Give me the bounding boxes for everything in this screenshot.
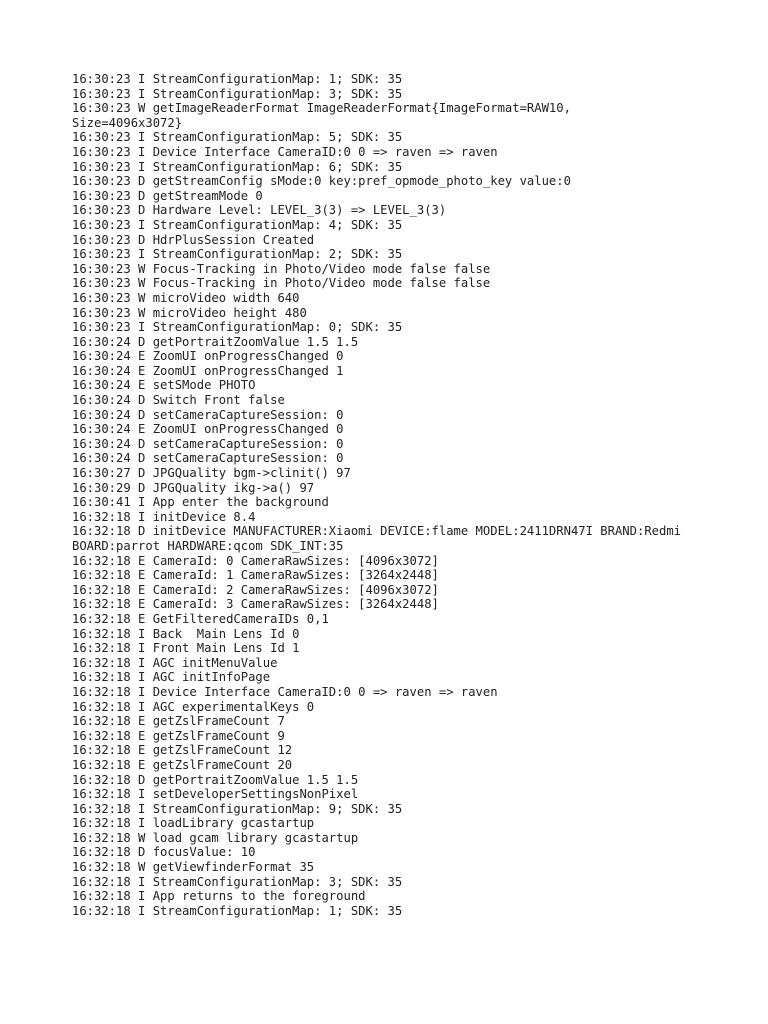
- log-line: 16:30:29 D JPGQuality ikg->a() 97: [72, 480, 315, 495]
- log-line: 16:30:23 W getImageReaderFormat ImageReaderFormat{ImageFormat=RAW10, Size=4096x3072}: [72, 101, 571, 130]
- log-line: 16:30:24 E ZoomUI onProgressChanged 0: [72, 349, 344, 364]
- log-line: 16:30:23 W Focus-Tracking in Photo/Video mode false false: [72, 261, 491, 276]
- log-line: 16:30:24 D setCameraCaptureSession: 0: [72, 451, 344, 466]
- log-line: 16:30:24 E ZoomUI onProgressChanged 1: [72, 363, 344, 378]
- log-line: 16:30:23 I StreamConfigurationMap: 3; SDK: 35: [72, 86, 403, 101]
- log-line: 16:30:23 D getStreamConfig sMode:0 key:pref_opmode_photo_key value:0: [72, 174, 571, 189]
- log-line: 16:30:23 W microVideo height 480: [72, 305, 307, 320]
- log-line: 16:30:23 D Hardware Level: LEVEL_3(3) => LEVEL_3(3): [72, 203, 447, 218]
- log-line: 16:32:18 E getZslFrameCount 9: [72, 728, 285, 743]
- log-line: 16:30:24 D setCameraCaptureSession: 0: [72, 436, 344, 451]
- log-line: 16:32:18 E CameraId: 0 CameraRawSizes: [4096x3072]: [72, 553, 439, 568]
- log-line: 16:32:18 I setDeveloperSettingsNonPixel: [72, 787, 359, 802]
- log-line: 16:30:24 D Switch Front false: [72, 393, 285, 408]
- log-line: 16:30:23 W Focus-Tracking in Photo/Video mode false false: [72, 276, 491, 291]
- log-text-area: [72, 72, 712, 918]
- log-line: 16:32:18 W load gcam library gcastartup: [72, 830, 359, 845]
- log-line: 16:30:41 I App enter the background: [72, 495, 329, 510]
- log-line: 16:30:23 I StreamConfigurationMap: 0; SDK: 35: [72, 320, 403, 335]
- log-line: 16:32:18 I AGC initInfoPage: [72, 670, 271, 685]
- log-line: 16:32:18 I AGC initMenuValue: [72, 655, 278, 670]
- log-line: 16:30:23 I StreamConfigurationMap: 5; SDK: 35: [72, 130, 403, 145]
- log-line: 16:30:23 I Device Interface CameraID:0 0 => raven => raven: [72, 144, 498, 159]
- log-line: 16:32:18 E getZslFrameCount 12: [72, 743, 293, 758]
- log-line: 16:32:18 I Back Main Lens Id 0: [72, 626, 300, 641]
- log-line: 16:32:18 E getZslFrameCount 20: [72, 757, 293, 772]
- log-line: 16:30:24 E setSMode PHOTO: [72, 378, 256, 393]
- log-line: 16:30:23 D getStreamMode 0: [72, 188, 263, 203]
- log-line: 16:30:24 D setCameraCaptureSession: 0: [72, 407, 344, 422]
- log-line: 16:32:18 D initDevice MANUFACTURER:Xiaomi DEVICE:flame MODEL:2411DRN47I BRAND:Redmi BOARD:parrot HARDWARE:qcom SDK_INT:35: [72, 524, 682, 553]
- log-line: 16:32:18 E getZslFrameCount 7: [72, 714, 285, 729]
- log-line: 16:32:18 W getViewfinderFormat 35: [72, 860, 315, 875]
- log-line: 16:32:18 I StreamConfigurationMap: 3; SDK: 35: [72, 874, 403, 889]
- log-line: 16:32:18 I Front Main Lens Id 1: [72, 641, 300, 656]
- log-line: 16:32:18 D focusValue: 10: [72, 845, 256, 860]
- log-line: 16:30:23 W microVideo width 640: [72, 290, 300, 305]
- log-line: 16:30:24 D getPortraitZoomValue 1.5 1.5: [72, 334, 359, 349]
- log-line: 16:32:18 I loadLibrary gcastartup: [72, 816, 315, 831]
- log-line: 16:30:24 E ZoomUI onProgressChanged 0: [72, 422, 344, 437]
- log-line: 16:32:18 I StreamConfigurationMap: 1; SDK: 35: [72, 903, 403, 918]
- log-line: 16:30:23 I StreamConfigurationMap: 2; SDK: 35: [72, 247, 403, 262]
- log-line: 16:32:18 I StreamConfigurationMap: 9; SDK: 35: [72, 801, 403, 816]
- log-line: 16:30:23 I StreamConfigurationMap: 1; SDK: 35: [72, 72, 403, 86]
- log-line: 16:32:18 E CameraId: 2 CameraRawSizes: [4096x3072]: [72, 582, 439, 597]
- log-line: 16:30:27 D JPGQuality bgm->clinit() 97: [72, 466, 351, 481]
- log-line: 16:32:18 E CameraId: 1 CameraRawSizes: [3264x2448]: [72, 568, 439, 583]
- log-line: 16:32:18 I AGC experimentalKeys 0: [72, 699, 315, 714]
- log-line: 16:30:23 D HdrPlusSession Created: [72, 232, 315, 247]
- log-line: 16:32:18 I Device Interface CameraID:0 0 => raven => raven: [72, 684, 498, 699]
- log-line: 16:30:23 I StreamConfigurationMap: 6; SDK: 35: [72, 159, 403, 174]
- log-line: 16:32:18 E GetFilteredCameraIDs 0,1: [72, 611, 329, 626]
- log-line: 16:32:18 I initDevice 8.4: [72, 509, 256, 524]
- log-line: 16:32:18 I App returns to the foreground: [72, 889, 366, 904]
- log-line: 16:32:18 E CameraId: 3 CameraRawSizes: [3264x2448]: [72, 597, 439, 612]
- log-line: 16:32:18 D getPortraitZoomValue 1.5 1.5: [72, 772, 359, 787]
- log-line: 16:30:23 I StreamConfigurationMap: 4; SDK: 35: [72, 217, 403, 232]
